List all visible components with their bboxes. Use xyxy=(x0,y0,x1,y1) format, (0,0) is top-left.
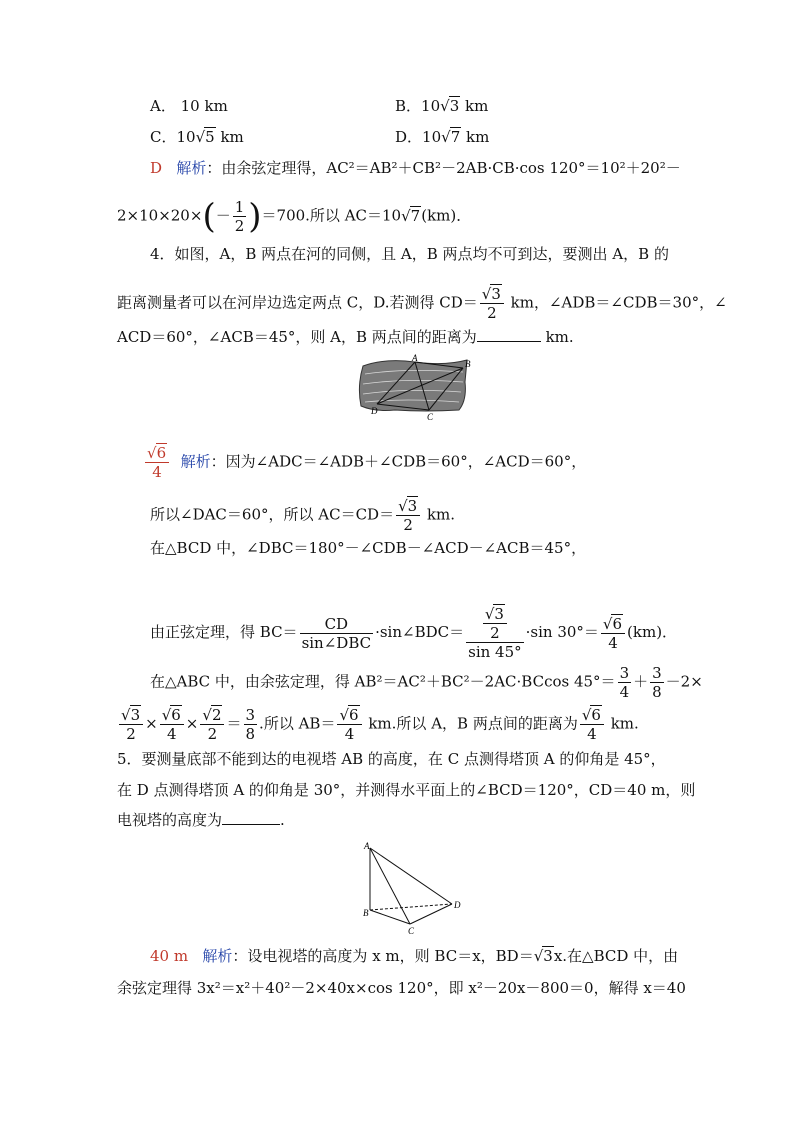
q4-solution-line4 xyxy=(150,605,677,661)
label-b: B xyxy=(363,908,369,918)
option-d-sqrt: √7 xyxy=(441,128,461,146)
option-a-label: A． xyxy=(150,97,176,115)
option-c-unit: km xyxy=(220,128,244,146)
fraction-denominator: 2 xyxy=(207,725,218,743)
radicand: 6 xyxy=(349,706,359,724)
q4-answer-fraction xyxy=(145,444,169,481)
option-c-sqrt: √5 xyxy=(195,128,215,146)
radicand: 2 xyxy=(211,706,222,724)
option-a-value: 10 km xyxy=(180,97,228,115)
option-a xyxy=(150,96,228,116)
option-b-label: B． xyxy=(395,97,422,115)
q4-solution-line1 xyxy=(143,444,586,481)
q5-solution-line1 xyxy=(150,946,678,966)
label-d: D xyxy=(454,900,461,910)
fraction-denominator: 4 xyxy=(344,725,355,743)
fraction-sqrt6-4 xyxy=(337,706,361,743)
option-d-label: D． xyxy=(395,128,423,146)
q3-sol2-pre: 2×10×20× xyxy=(117,206,203,225)
q4-stem-line3 xyxy=(117,327,574,347)
radicand: 3 xyxy=(491,285,501,303)
plus-sign: ＋ xyxy=(633,672,649,691)
fraction-numerator: √6 xyxy=(601,615,625,634)
fraction-numerator: 3 xyxy=(245,706,256,724)
q4-sol2-pre: 所以∠DAC＝60°，所以 AC＝CD＝ xyxy=(150,505,395,524)
fraction-denominator: sin∠DBC xyxy=(301,633,372,652)
q4-sol4-mid: ·sin∠BDC＝ xyxy=(375,623,465,641)
fraction-denominator: 2 xyxy=(403,516,413,534)
fraction-denominator: 2 xyxy=(487,304,497,322)
fraction-denominator: 2 xyxy=(490,624,500,642)
q5-jiexi-label: 解析 xyxy=(202,947,233,965)
river-shape xyxy=(359,360,467,411)
segment-bd xyxy=(370,904,452,910)
q4-stem3-text: ACD＝60°，∠ACB＝45°，则 A，B 两点间的距离为 xyxy=(117,328,477,346)
fraction-3-4 xyxy=(618,664,632,701)
segment-ad xyxy=(370,848,452,904)
radicand: 7 xyxy=(410,206,421,225)
fraction-numerator: √2 xyxy=(200,706,224,725)
q4-stem2-post: km，∠ADB＝∠CDB＝30°，∠ xyxy=(510,293,727,312)
fraction-sqrt6-4 xyxy=(160,706,184,743)
option-b xyxy=(395,96,488,116)
fraction-numerator: √6 xyxy=(580,706,604,725)
fraction-sqrt3-2 xyxy=(119,706,143,743)
fraction-denominator: 8 xyxy=(652,683,662,701)
radicand: 6 xyxy=(156,444,167,462)
q5-answer: 40 m xyxy=(150,947,189,965)
fraction-numerator: √3 xyxy=(480,285,504,304)
q3-neg-half-fraction xyxy=(233,198,247,235)
q4-stem3-unit: km. xyxy=(545,328,574,346)
q4-sol6-end: km. xyxy=(610,714,639,733)
fraction-denominator: 4 xyxy=(587,725,597,743)
radicand: 6 xyxy=(171,706,181,724)
q3-sol2-sqrt: √7 xyxy=(401,206,421,225)
fraction-sqrt2-2 xyxy=(200,706,224,743)
q4-sol2-fraction xyxy=(396,497,420,534)
q5-stem-line1: 5．要测量底部不能到达的电视塔 AB 的高度，在 C 点测得塔顶 A 的仰角是 45°， xyxy=(117,750,666,768)
label-b: B xyxy=(465,359,471,369)
radicand: 3 xyxy=(130,706,141,724)
radicand: 3 xyxy=(543,947,553,965)
option-d xyxy=(395,127,489,147)
q4-solution-line5 xyxy=(150,664,703,701)
fraction-numerator: √3 xyxy=(483,605,507,624)
q4-stem2-pre: 距离测量者可以在河岸边选定两点 C，D.若测得 CD＝ xyxy=(117,293,478,312)
fraction-denominator: 4 xyxy=(608,633,618,652)
river-diagram xyxy=(355,352,475,424)
q4-sol6-mid: .所以 AB＝ xyxy=(259,714,336,733)
label-a: A xyxy=(412,353,418,363)
label-c: C xyxy=(427,412,434,422)
fraction-3-8 xyxy=(650,664,664,701)
q5-stem3-text: 电视塔的高度为 xyxy=(117,811,223,829)
equals-sign: ＝ xyxy=(226,714,242,733)
times-sign: × xyxy=(145,714,158,733)
times-sign: × xyxy=(185,714,199,733)
fraction-denominator: 2 xyxy=(126,725,136,743)
q5-stem3-end: . xyxy=(280,811,285,829)
q4-solution-line3: 在△BCD 中，∠DBC＝180°－∠CDB－∠ACD－∠ACB＝45°， xyxy=(150,539,587,557)
q4-sol2-post: km. xyxy=(426,505,456,524)
q4-sol4-fraction2 xyxy=(466,605,524,661)
radicand: 6 xyxy=(612,614,623,633)
q4-stem-line2 xyxy=(117,285,727,322)
q3-answer: D xyxy=(150,159,163,177)
fraction-numerator: √6 xyxy=(145,444,169,463)
option-d-unit: km xyxy=(466,128,490,146)
q4-sol6-mid2: km.所以 A，B 两点间的距离为 xyxy=(368,714,578,733)
q3-jiexi-label: 解析 xyxy=(176,159,207,177)
fraction-numerator: √6 xyxy=(160,706,184,725)
q4-sol1-text: ：因为∠ADC＝∠ADB＋∠CDB＝60°，∠ACD＝60°， xyxy=(210,452,587,471)
option-c-label: C． xyxy=(150,128,177,146)
left-paren: ( xyxy=(202,196,216,237)
q5-solution-line2: 余弦定理得 3x²＝x²＋40²－2×40x×cos 120°，即 x²－20x－800＝0，解得 x＝40 xyxy=(117,979,686,997)
option-c-coef: 10 xyxy=(176,128,196,146)
option-b-radicand: 3 xyxy=(449,97,460,115)
q4-stem-line1: 4．如图，A，B 两点在河的同侧，且 A，B 两点均不可到达，要测出 A，B 的 xyxy=(150,245,669,263)
answer-blank xyxy=(222,810,280,825)
q5-stem-line2: 在 D 点测得塔顶 A 的仰角是 30°，并测得水平面上的∠BCD＝120°，CD＝40 m，则 xyxy=(117,781,696,799)
option-b-sqrt: √3 xyxy=(440,97,460,115)
radicand: 6 xyxy=(591,706,601,724)
answer-blank xyxy=(477,327,541,342)
q3-solution-line2: 2×10×20×(－ $\frac{1}{2}$ )＝700.所以 AC＝10√7(km)． xyxy=(117,196,472,237)
fraction-numerator: CD xyxy=(300,615,374,634)
q4-sol4-pre: 由正弦定理，得 BC＝ xyxy=(150,623,298,641)
label-d: D xyxy=(371,406,378,416)
q4-cd-fraction xyxy=(480,285,504,322)
nested-fraction xyxy=(483,605,507,642)
q4-sol4-fraction1 xyxy=(300,615,374,652)
option-b-coef: 10 xyxy=(421,97,441,115)
fraction-denominator: 4 xyxy=(166,725,177,743)
label-c: C xyxy=(408,926,415,936)
option-c xyxy=(150,127,244,147)
fraction-denominator: 2 xyxy=(234,217,245,235)
fraction-numerator: √3 xyxy=(396,497,420,516)
fraction-3-8 xyxy=(244,706,258,743)
fraction-numerator: 1 xyxy=(234,198,245,216)
q4-solution-line2 xyxy=(150,497,455,534)
q4-jiexi-label: 解析 xyxy=(180,452,211,471)
q4-sol4-result xyxy=(601,615,625,652)
q4-sol4-end: (km)． xyxy=(627,623,678,641)
label-a: A xyxy=(364,841,370,851)
q3-solution-line1 xyxy=(150,158,681,178)
fraction-numerator: √6 xyxy=(337,706,361,725)
q4-sol5-pre: 在△ABC 中，由余弦定理，得 AB²＝AC²＋BC²－2AC·BCcos 45°＝ xyxy=(150,672,616,691)
right-paren: ) xyxy=(248,196,262,237)
q3-sol2-mid: ＝700.所以 AC＝10 xyxy=(261,206,402,225)
fraction-denominator: 4 xyxy=(619,683,630,701)
q4-sol4-tail: ·sin 30°＝ xyxy=(525,623,599,641)
q4-solution-line6 xyxy=(117,706,639,743)
option-d-radicand: 7 xyxy=(450,128,461,146)
tower-diagram xyxy=(360,840,470,936)
fraction-denominator: 8 xyxy=(245,725,256,743)
q3-solution-text1: ：由余弦定理得，AC²＝AB²＋CB²－2AB·CB·cos 120°＝10²＋20²－ xyxy=(206,159,681,177)
radicand: 3 xyxy=(407,497,418,515)
q5-sol1-pre: ：设电视塔的高度为 x m，则 BC＝x，BD＝ xyxy=(232,947,534,965)
q5-stem-line3 xyxy=(117,810,285,830)
option-d-coef: 10 xyxy=(422,128,442,146)
fraction-denominator: 4 xyxy=(152,463,162,481)
fraction-sqrt6-4 xyxy=(580,706,604,743)
option-b-unit: km xyxy=(465,97,489,115)
fraction-numerator: 3 xyxy=(652,664,662,682)
option-c-radicand: 5 xyxy=(205,128,215,146)
fraction-numerator: 3 xyxy=(619,664,630,682)
fraction-numerator: √3 xyxy=(119,706,143,725)
fraction-denominator: sin 45° xyxy=(468,643,522,661)
q3-sol2-end: (km)． xyxy=(421,206,472,225)
q4-sol5-end: －2× xyxy=(665,672,703,691)
q5-sol1-sqrt: √3 xyxy=(533,947,553,965)
fraction-numerator xyxy=(466,605,524,643)
radicand: 3 xyxy=(494,605,504,623)
q5-sol1-post: x.在△BCD 中，由 xyxy=(553,947,679,965)
